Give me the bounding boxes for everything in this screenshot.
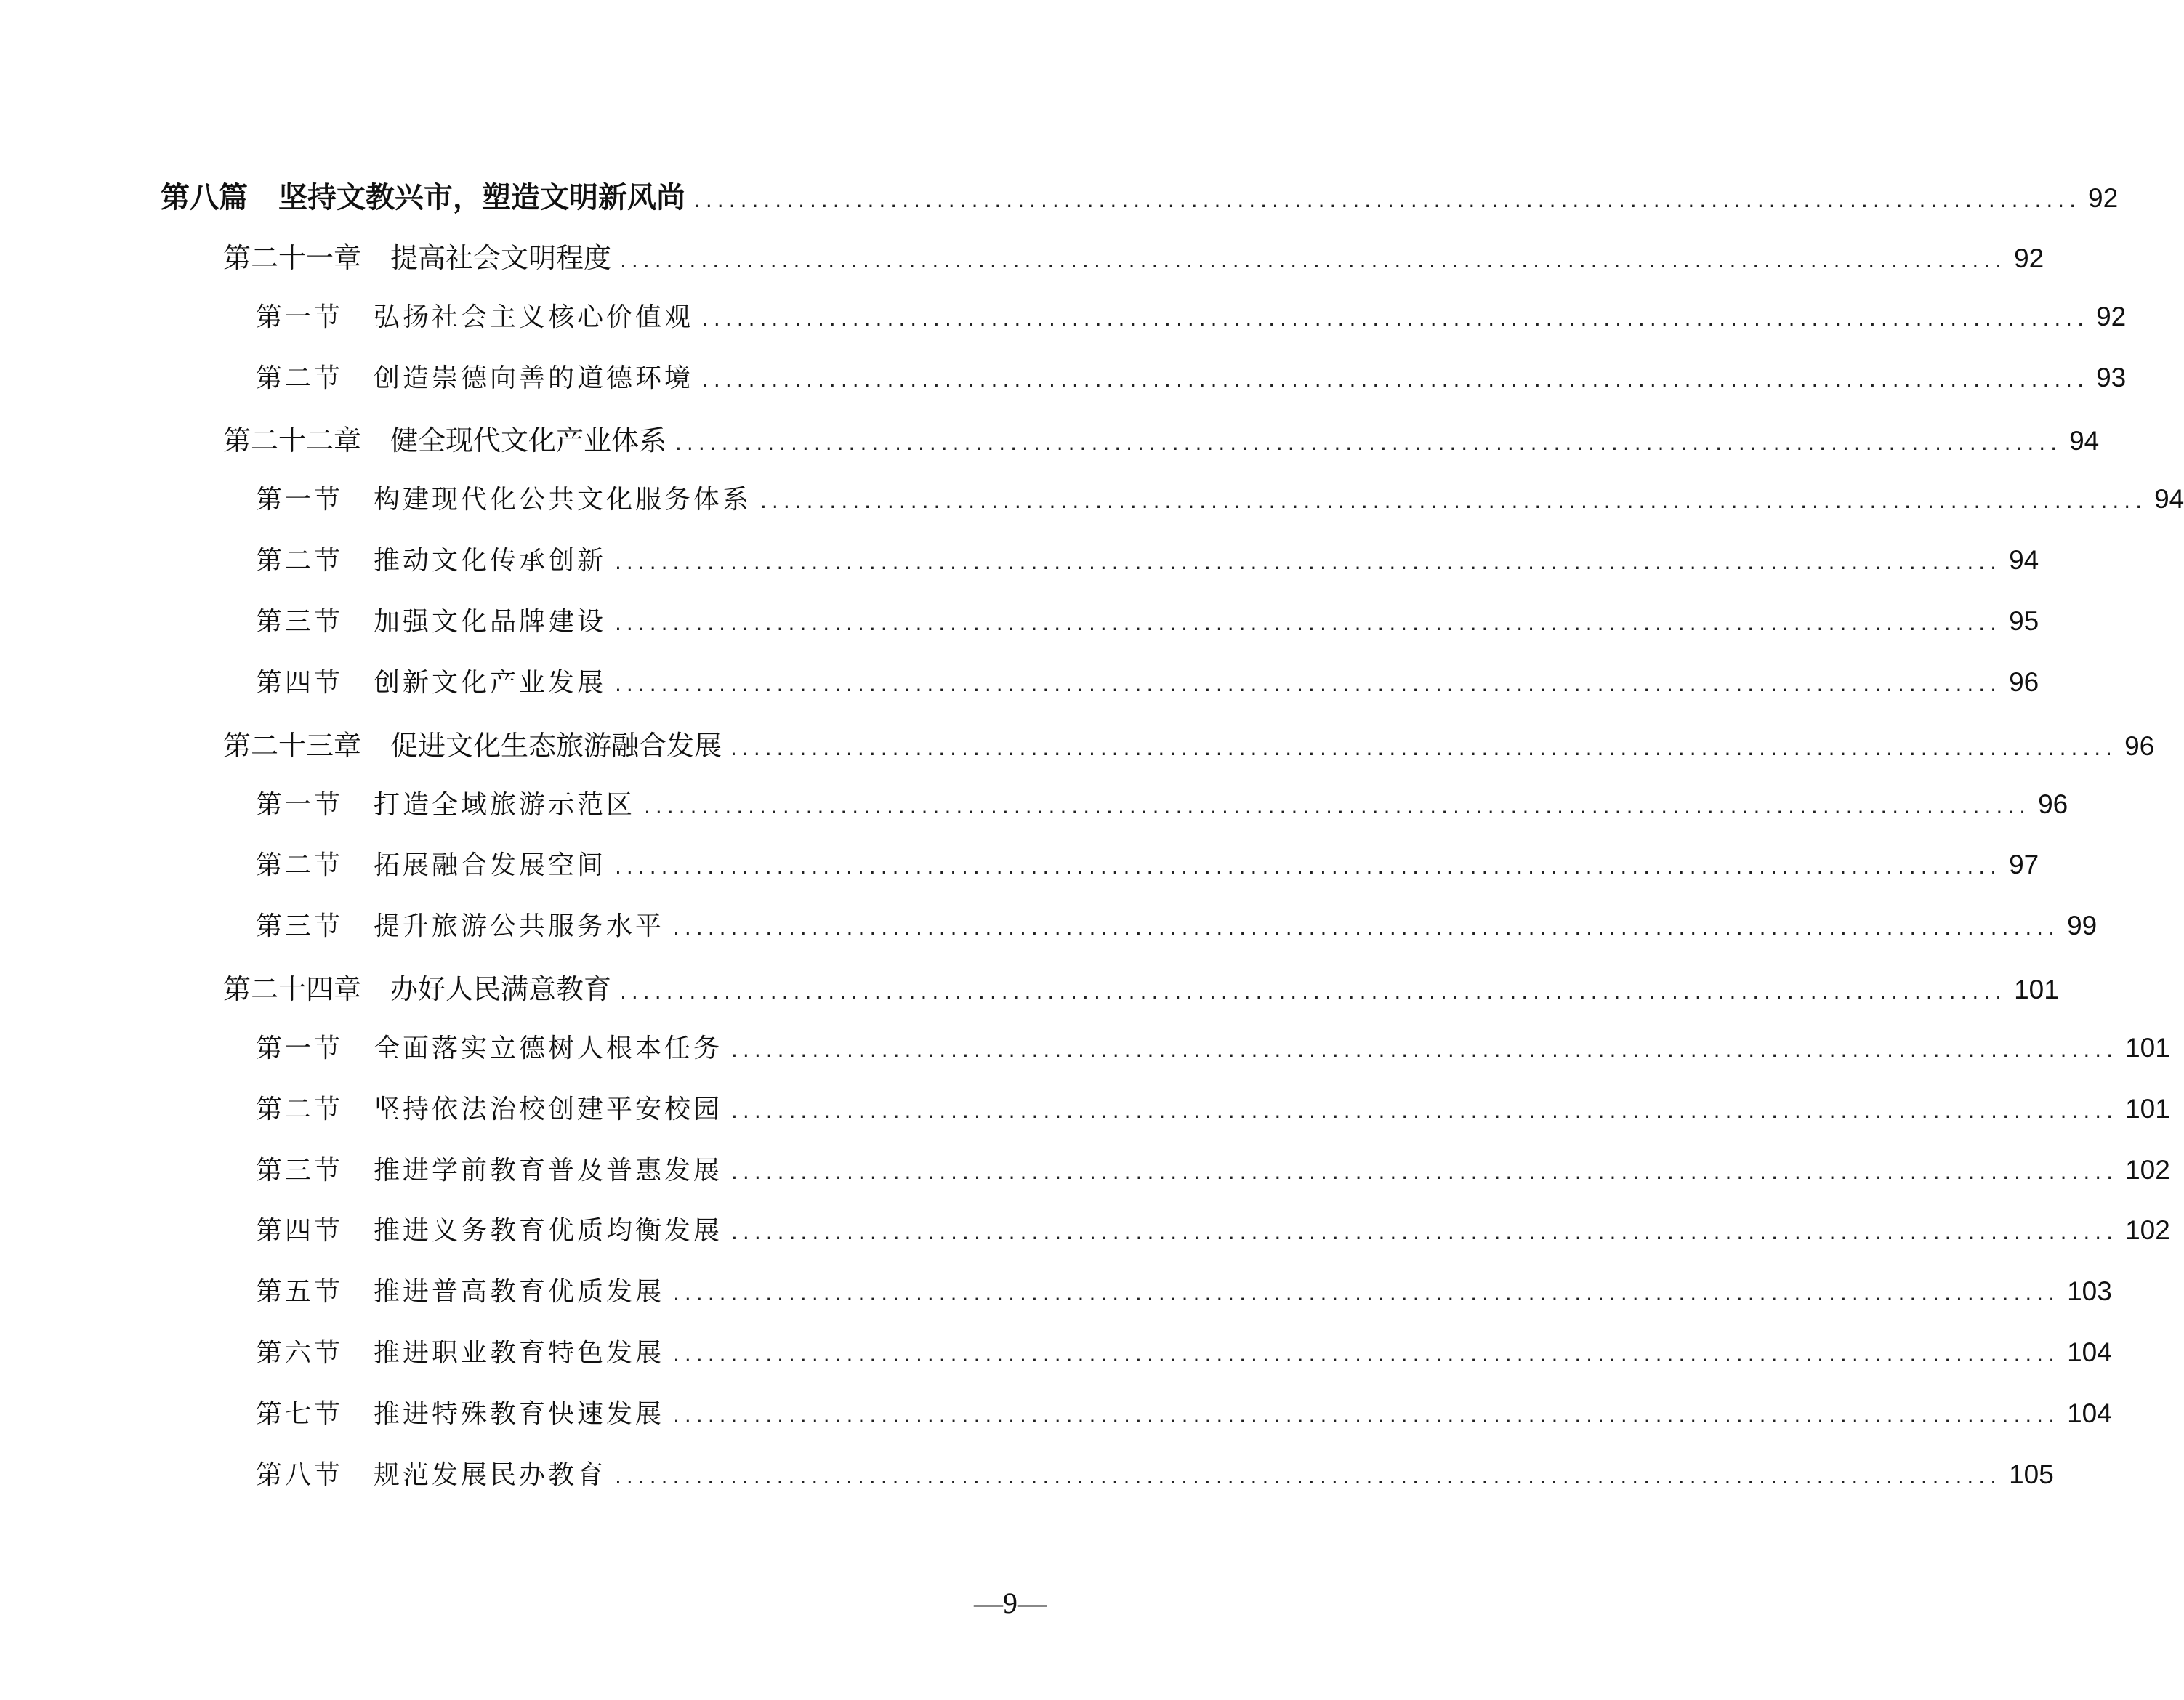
toc-entry-title: 提升旅游公共服务水平: [374, 911, 665, 941]
toc-entry-number: 第二节: [256, 1095, 344, 1124]
toc-entry-section[interactable]: [256, 845, 2039, 882]
toc-entry-page: 104: [2067, 1337, 2112, 1367]
dot-leader: ........................................................................................................................: [673, 1403, 2060, 1427]
toc-entry-title: 推进职业教育特色发展: [374, 1338, 665, 1368]
toc-entry-chapter[interactable]: [223, 723, 2155, 763]
toc-entry-page: 96: [2009, 667, 2039, 697]
dot-leader: ........................................................................................................................: [620, 249, 2007, 273]
toc-entry-label: [256, 358, 693, 395]
toc-entry-page: 92: [2088, 183, 2119, 213]
toc-entry-section[interactable]: [256, 540, 2039, 577]
toc-entry-section[interactable]: [256, 784, 2068, 821]
toc-entry-number: 第七节: [256, 1399, 344, 1429]
dot-leader: ........................................................................................................................: [730, 736, 2118, 760]
toc-entry-page: 105: [2009, 1459, 2054, 1489]
toc-entry-number: 第四节: [256, 1216, 344, 1246]
dot-leader: ........................................................................................................................: [644, 794, 2031, 818]
toc-entry-part[interactable]: [161, 174, 2119, 216]
toc-entry-number: 第八节: [256, 1460, 344, 1490]
toc-entry-label: [256, 1332, 664, 1369]
toc-entry-section[interactable]: [256, 1089, 2170, 1126]
toc-entry-section[interactable]: [256, 1028, 2170, 1065]
toc-entry-number: 第三节: [256, 607, 344, 637]
toc-entry-section[interactable]: [256, 1393, 2112, 1430]
toc-entry-number: 第一节: [256, 790, 344, 820]
toc-entry-section[interactable]: [256, 1332, 2112, 1369]
toc-entry-number: 第二十一章: [223, 242, 362, 274]
toc-entry-page: 93: [2096, 363, 2127, 392]
toc-entry-section[interactable]: [256, 1210, 2170, 1247]
toc-entry-section[interactable]: [256, 479, 2184, 516]
dot-leader: ........................................................................................................................: [760, 489, 2148, 513]
toc-entry-page: 94: [2069, 426, 2100, 456]
toc-entry-page: 101: [2125, 1094, 2170, 1124]
dot-leader: ........................................................................................................................: [673, 1281, 2060, 1305]
toc-entry-page: 104: [2067, 1398, 2112, 1428]
toc-entry-page: 103: [2067, 1276, 2112, 1306]
toc-entry-page: 92: [2014, 243, 2044, 273]
toc-entry-title: 推进特殊教育快速发展: [374, 1399, 665, 1429]
dot-leader: ........................................................................................................................: [675, 431, 2063, 455]
toc-entry-label: [161, 174, 685, 216]
toc-entry-label: [223, 967, 611, 1007]
dot-leader: ........................................................................................................................: [731, 1099, 2119, 1123]
toc-entry-page: 92: [2096, 302, 2127, 331]
toc-entry-title: 健全现代文化产业体系: [390, 424, 667, 456]
toc-entry-label: [256, 662, 606, 699]
toc-entry-number: 第六节: [256, 1338, 344, 1368]
dot-leader: ........................................................................................................................: [731, 1160, 2119, 1184]
toc-entry-number: 第一节: [256, 485, 344, 515]
dot-leader: ........................................................................................................................: [694, 188, 2082, 212]
dot-leader: ........................................................................................................................: [620, 980, 2007, 1004]
toc-entry-section[interactable]: [256, 906, 2098, 943]
toc-entry-page: 94: [2154, 484, 2184, 514]
toc-entry-label: [256, 1454, 606, 1491]
toc-entry-number: 第二十二章: [223, 424, 362, 456]
dot-leader: ........................................................................................................................: [615, 611, 2002, 635]
toc-entry-page: 102: [2125, 1155, 2170, 1185]
toc-entry-page: 96: [2124, 731, 2155, 761]
toc-entry-page: 101: [2125, 1033, 2170, 1063]
toc-entry-number: 第二节: [256, 850, 344, 880]
toc-entry-title: 办好人民满意教育: [390, 973, 612, 1005]
toc-entry-section[interactable]: [256, 297, 2127, 334]
toc-entry-label: [256, 906, 664, 943]
toc-entry-title: 拓展融合发展空间: [374, 850, 607, 880]
toc-entry-title: 推进义务教育优质均衡发展: [374, 1216, 723, 1246]
toc-entry-number: 第二十四章: [223, 973, 362, 1005]
toc-entry-page: 102: [2125, 1215, 2170, 1245]
toc-entry-label: [256, 1150, 722, 1187]
toc-entry-label: [223, 235, 611, 275]
toc-entry-title: 加强文化品牌建设: [374, 607, 607, 637]
toc-entry-chapter[interactable]: [223, 418, 2100, 458]
toc-entry-section[interactable]: [256, 358, 2127, 395]
toc-entry-number: 第二节: [256, 546, 344, 576]
toc-entry-title: 促进文化生态旅游融合发展: [390, 730, 722, 762]
toc-entry-page: 96: [2038, 789, 2068, 819]
toc-entry-section[interactable]: [256, 1271, 2112, 1308]
toc-entry-number: 第五节: [256, 1277, 344, 1307]
toc-entry-page: 94: [2009, 545, 2039, 575]
dot-leader: ........................................................................................................................: [731, 1038, 2119, 1062]
toc-entry-label: [256, 540, 606, 577]
toc-entry-label: [256, 297, 693, 334]
toc-entry-section[interactable]: [256, 1454, 2054, 1491]
toc-entry-number: 第二节: [256, 363, 344, 393]
dot-leader: ........................................................................................................................: [615, 1465, 2002, 1488]
toc-entry-title: 全面落实立德树人根本任务: [374, 1034, 723, 1063]
toc-entry-title: 打造全域旅游示范区: [374, 790, 636, 820]
toc-entry-title: 创新文化产业发展: [374, 668, 607, 698]
toc-entry-section[interactable]: [256, 601, 2039, 638]
toc-entry-number: 第一节: [256, 1034, 344, 1063]
dot-leader: ........................................................................................................................: [673, 916, 2060, 940]
toc-entry-number: 第四节: [256, 668, 344, 698]
toc-entry-title: 推动文化传承创新: [374, 546, 607, 576]
toc-entry-label: [256, 1271, 664, 1308]
toc-entry-label: [256, 1028, 722, 1065]
toc-entry-label: [256, 1393, 664, 1430]
toc-entry-label: [256, 1210, 722, 1247]
toc-entry-label: [256, 601, 606, 638]
toc-entry-label: [256, 1089, 722, 1126]
toc-entry-label: [256, 479, 751, 516]
dot-leader: ........................................................................................................................: [673, 1342, 2060, 1366]
toc-entry-label: [256, 845, 606, 882]
toc-entry-title: 创造崇德向善的道德环境: [374, 363, 694, 393]
toc-entry-number: 第三节: [256, 1156, 344, 1185]
toc-entry-page: 101: [2014, 975, 2059, 1004]
toc-entry-number: 第二十三章: [223, 730, 362, 762]
toc-entry-number: 第三节: [256, 911, 344, 941]
toc-entry-title: 弘扬社会主义核心价值观: [374, 302, 694, 332]
toc-entry-title: 推进普高教育优质发展: [374, 1277, 665, 1307]
dot-leader: ........................................................................................................................: [615, 550, 2002, 574]
toc-entry-section[interactable]: [256, 662, 2039, 699]
toc-entry-number: 第八篇: [161, 180, 248, 214]
toc-entry-page: 95: [2009, 606, 2039, 636]
toc-entry-page: 99: [2067, 911, 2098, 940]
toc-entry-title: 规范发展民办教育: [374, 1460, 607, 1490]
toc-entry-label: [256, 784, 635, 821]
toc-entry-title: 推进学前教育普及普惠发展: [374, 1156, 723, 1185]
toc-entry-section[interactable]: [256, 1150, 2170, 1187]
page-number: —9—: [974, 1587, 1047, 1619]
toc-entry-label: [223, 418, 666, 458]
toc-entry-title: 提高社会文明程度: [390, 242, 612, 274]
dot-leader: ........................................................................................................................: [702, 368, 2090, 392]
toc-entry-number: 第一节: [256, 302, 344, 332]
dot-leader: ........................................................................................................................: [702, 307, 2090, 331]
toc-entry-title: 构建现代化公共文化服务体系: [374, 485, 752, 515]
dot-leader: ........................................................................................................................: [731, 1220, 2119, 1244]
toc-entry-page: 97: [2009, 850, 2039, 879]
toc-entry-title: 坚持依法治校创建平安校园: [374, 1095, 723, 1124]
dot-leader: ........................................................................................................................: [615, 672, 2002, 696]
toc-entry-label: [223, 723, 722, 763]
toc-entry-chapter[interactable]: [223, 967, 2059, 1007]
toc-entry-title: 坚持文教兴市，塑造文明新风尚: [278, 180, 685, 214]
toc-entry-chapter[interactable]: [223, 235, 2044, 275]
dot-leader: ........................................................................................................................: [615, 855, 2002, 879]
